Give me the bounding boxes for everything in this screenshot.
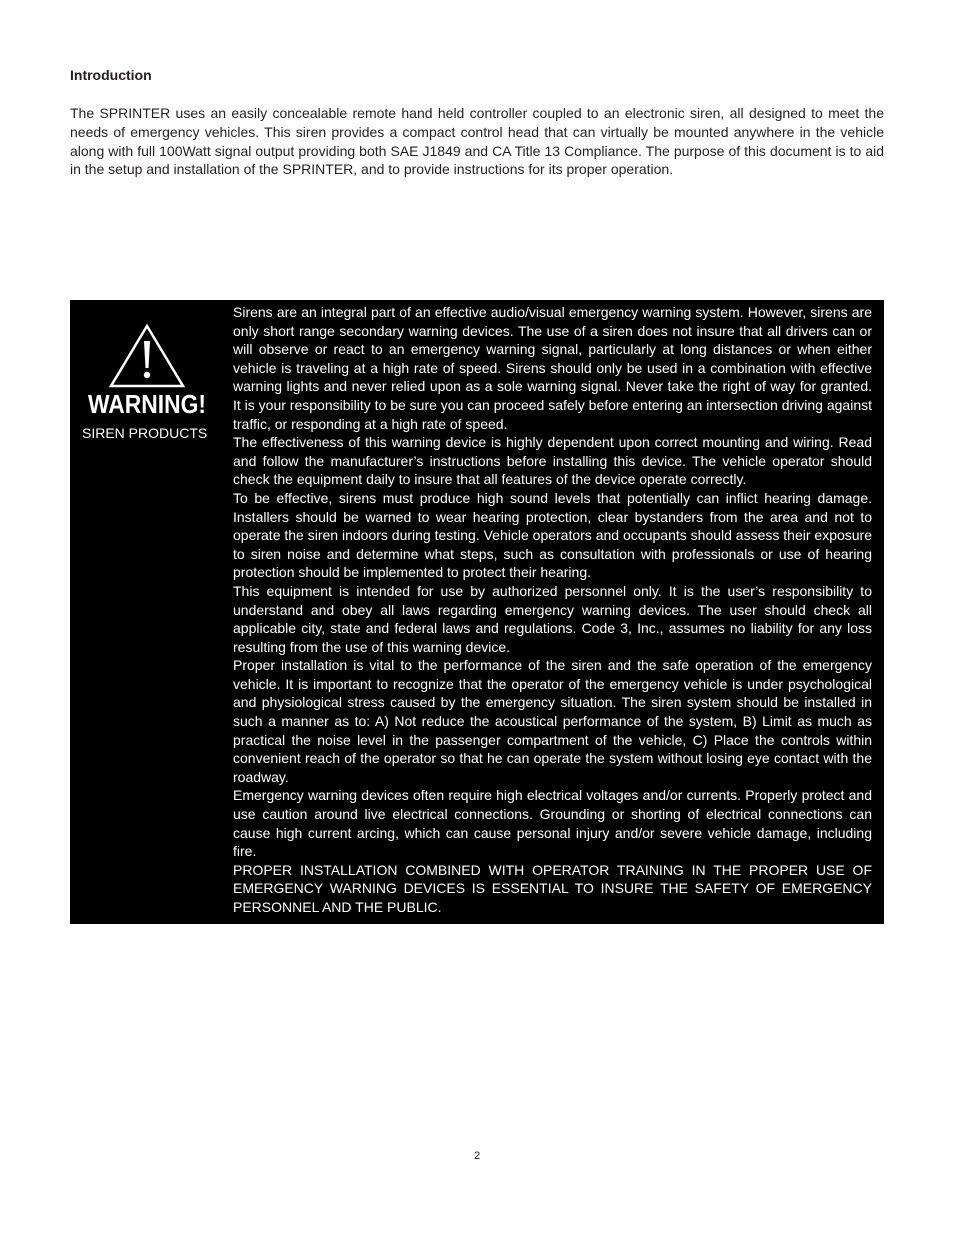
page-number: 2 (473, 1150, 481, 1162)
svg-text:WARNING!: WARNING! (88, 389, 206, 419)
warning-paragraph: To be effective, sirens must produce high sound levels that potentially can inflict hearing damage. Installers should be warned to wear hearing protection, clear bystanders from the area and not to operate the siren indoors during testing. Vehicle operators and occupants should assess their exposure to siren noise and determine what steps, such as consultation with professionals or use of hearing protection should be implemented to protect their hearing. (233, 489, 872, 581)
warning-title (86, 387, 208, 419)
warning-paragraph: Sirens are an integral part of an effective audio/visual emergency warning system. However, sirens are only short range secondary warning devices. The use of a siren does not insure that all drivers can or will observe or react to an emergency warning signal, particularly at long distances or when either vehicle is traveling at a high rate of speed. Sirens should only be used in a combination with effective warning lights and never relied upon as a sole warning signal. Never take the right of way for granted. It is your responsibility to be sure you can proceed safely before entering an intersection driving against traffic, or responding at a high rate of speed. (233, 304, 872, 432)
warning-box (70, 300, 884, 924)
warning-text (233, 303, 872, 917)
warning-paragraph: Emergency warning devices often require high electrical voltages and/or currents. Properly protect and use caution around live electrical connections. Grounding or shorting of electrical connections can cause high current arcing, which can cause personal injury and/or severe vehicle damage, including fire. (233, 787, 872, 860)
warning-paragraph: Proper installation is vital to the performance of the siren and the safe operation of the emergency vehicle. It is important to recognize that the operator of the emergency vehicle is under psychological and physiological stress caused by the emergency situation. The siren system should be installed in such a manner as to: A) Not reduce the acoustical performance of the system, B) Limit as much as practical the noise level in the passenger compartment of the vehicle, C) Place the controls within convenient reach of the operator so that he can operate the system without losing eye contact with the roadway. (233, 657, 872, 785)
warning-subtitle: SIREN PRODUCTS (82, 425, 208, 441)
section-heading: Introduction (70, 67, 152, 83)
warning-paragraph: The effectiveness of this warning device is highly dependent upon correct mounting and wiring. Read and follow the manufacturer’s instructions before installing this device. The vehicle operator should check the equipment daily to insure that all features of the device operate correctly. (233, 434, 872, 488)
warning-triangle-icon (109, 324, 185, 388)
warning-paragraph: PROPER INSTALLATION COMBINED WITH OPERATOR TRAINING IN THE PROPER USE OF EMERGENCY WARNING DEVICES IS ESSENTIAL TO INSURE THE SAFETY OF EMERGENCY PERSONNEL AND THE PUBLIC. (233, 861, 872, 915)
intro-paragraph: The SPRINTER uses an easily concealable remote hand held controller coupled to an electronic siren, all designed to meet the needs of emergency vehicles. This siren provides a compact control head that can virtually be mounted anywhere in the vehicle along with full 100Watt signal output providing both SAE J1849 and CA Title 13 Compliance. The purpose of this document is to aid in the setup and installation of the SPRINTER, and to provide instructions for its proper operation. (70, 105, 884, 178)
warning-paragraph: This equipment is intended for use by authorized personnel only. It is the user’s responsibility to understand and obey all laws regarding emergency warning devices. The user should check all applicable city, state and federal laws and regulations. Code 3, Inc., assumes no liability for any loss resulting from the use of this warning device. (233, 582, 872, 655)
